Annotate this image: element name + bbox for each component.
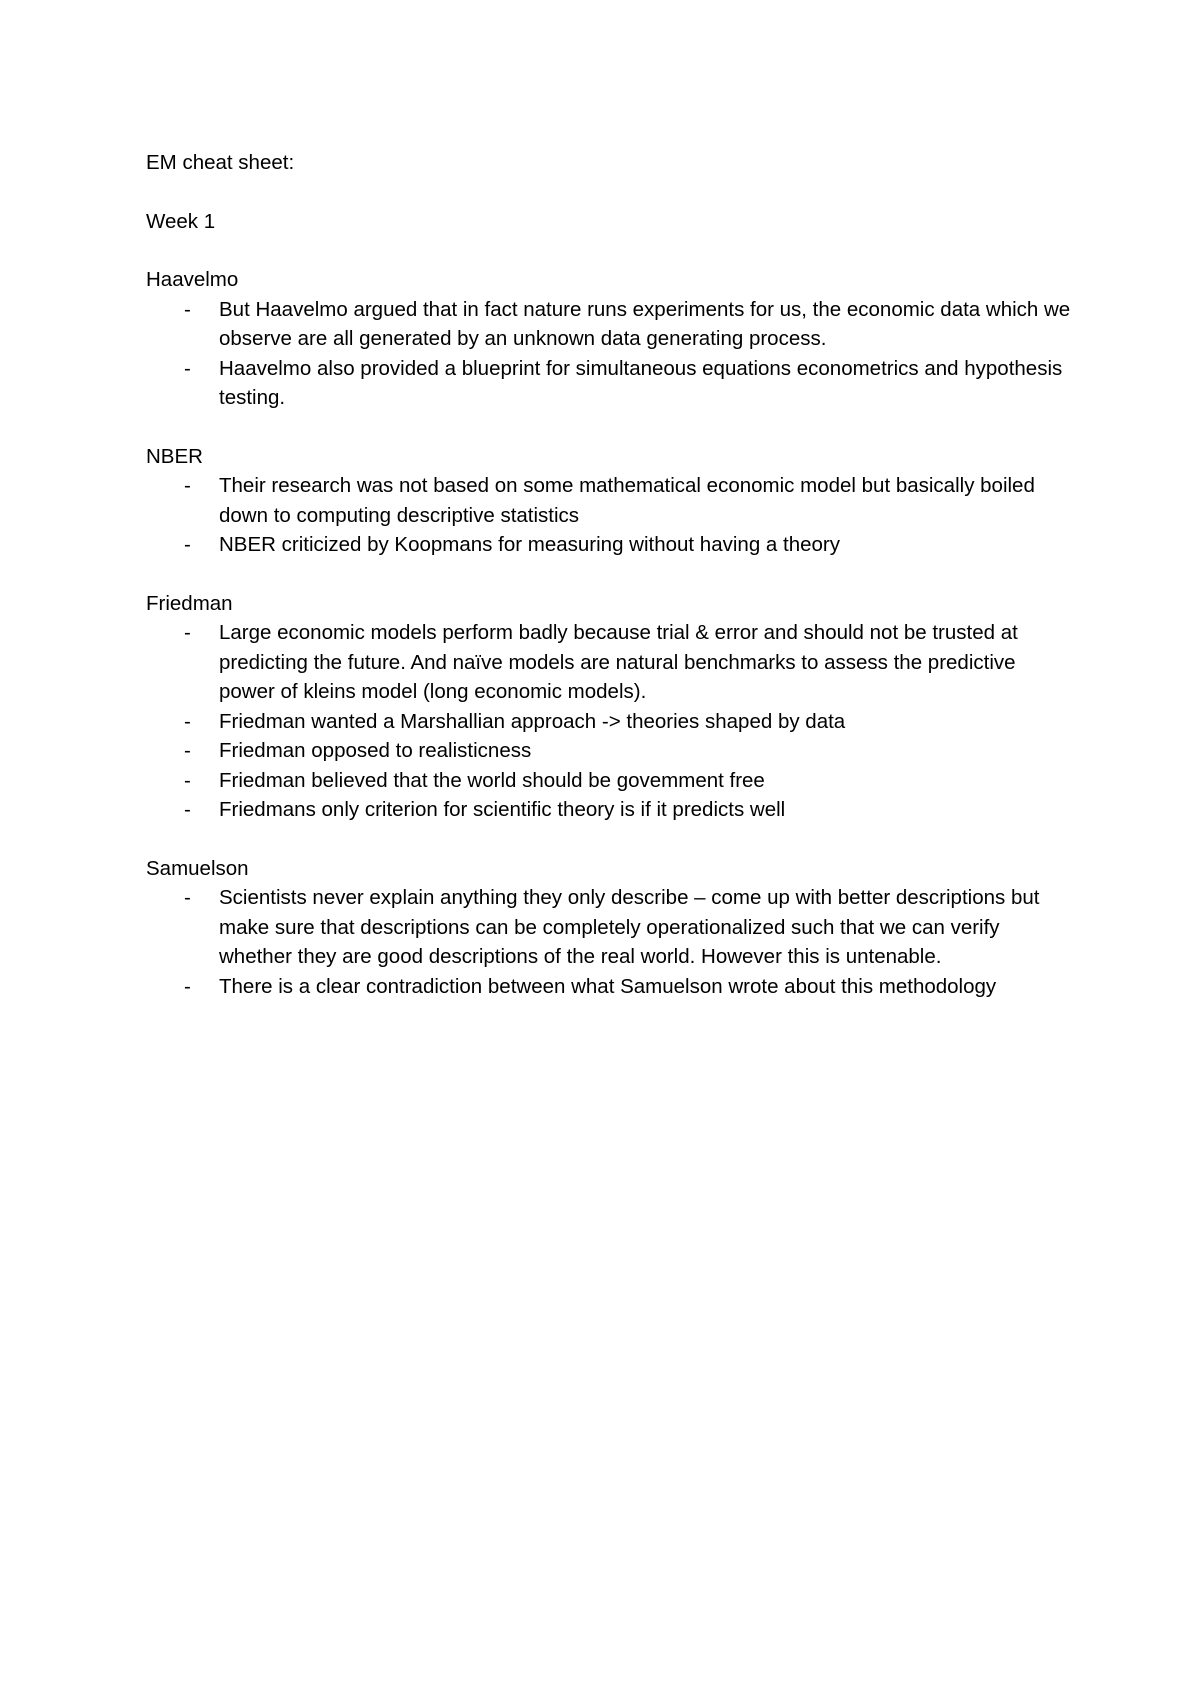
bullet-dash: -: [184, 886, 191, 909]
bullet-text: Haavelmo also provided a blueprint for simultaneous equations econometrics and hypothesis testing.: [219, 356, 1063, 409]
week-label: Week 1: [146, 209, 216, 233]
bullet-text: But Haavelmo argued that in fact nature runs experiments for us, the economic data which we observe are all generated by an unknown data generating process.: [219, 297, 1071, 350]
bullet-dash: -: [184, 297, 191, 321]
section-friedman: [146, 589, 1076, 825]
section-heading: Friedman: [146, 591, 233, 615]
bullet-list: [146, 471, 1076, 560]
list-item: [146, 471, 1076, 530]
list-item: [146, 354, 1076, 413]
section-haavelmo: [146, 265, 1076, 413]
list-item: [146, 766, 1076, 796]
list-item: [146, 707, 1076, 737]
bullet-text: Scientists never explain anything they only describe – come up with better descriptions but make sure that descriptions can be completely operationalized such that we can verify whether they are good descriptions of the real world. However this is untenable.: [219, 886, 1040, 968]
document-title: EM cheat sheet:: [146, 151, 295, 174]
bullet-dash: -: [184, 768, 191, 792]
list-item: [146, 530, 1076, 560]
bullet-list: [146, 618, 1076, 825]
list-item: [146, 618, 1076, 707]
bullet-text: Their research was not based on some mathematical economic model but basically boiled down to computing descriptive statistics: [219, 474, 1035, 527]
section-heading: Haavelmo: [146, 268, 239, 291]
sections-container: [146, 265, 1076, 1001]
bullet-text: Friedman wanted a Marshallian approach -> theories shaped by data: [219, 709, 846, 733]
list-item: [146, 295, 1076, 354]
section-heading: NBER: [146, 444, 203, 468]
list-item: [146, 736, 1076, 766]
section-heading: Samuelson: [146, 856, 249, 880]
bullet-dash: -: [184, 533, 191, 556]
bullet-text: Large economic models perform badly because trial & error and should not be trusted at predicting the future. And naïve models are natural benchmarks to assess the predictive power of kleins model (long economic models).: [219, 621, 1018, 703]
bullet-text: Friedman opposed to realisticness: [219, 739, 532, 762]
bullet-text: NBER criticized by Koopmans for measuring without having a theory: [219, 533, 840, 556]
document-body: [146, 148, 1076, 1030]
section-samuelson: [146, 854, 1076, 1002]
bullet-dash: -: [184, 739, 191, 762]
bullet-dash: -: [184, 356, 191, 380]
bullet-dash: -: [184, 974, 191, 998]
bullet-dash: -: [184, 709, 191, 733]
bullet-list: [146, 883, 1076, 1001]
bullet-dash: -: [184, 798, 191, 821]
list-item: [146, 883, 1076, 972]
list-item: [146, 972, 1076, 1002]
bullet-text: There is a clear contradiction between what Samuelson wrote about this methodology: [219, 974, 997, 998]
bullet-text: Friedman believed that the world should be govemment free: [219, 768, 765, 792]
bullet-text: Friedmans only criterion for scientific theory is if it predicts well: [219, 798, 786, 821]
bullet-list: [146, 295, 1076, 413]
bullet-dash: -: [184, 621, 191, 644]
bullet-dash: -: [184, 474, 191, 497]
list-item: [146, 795, 1076, 825]
section-nber: [146, 442, 1076, 560]
